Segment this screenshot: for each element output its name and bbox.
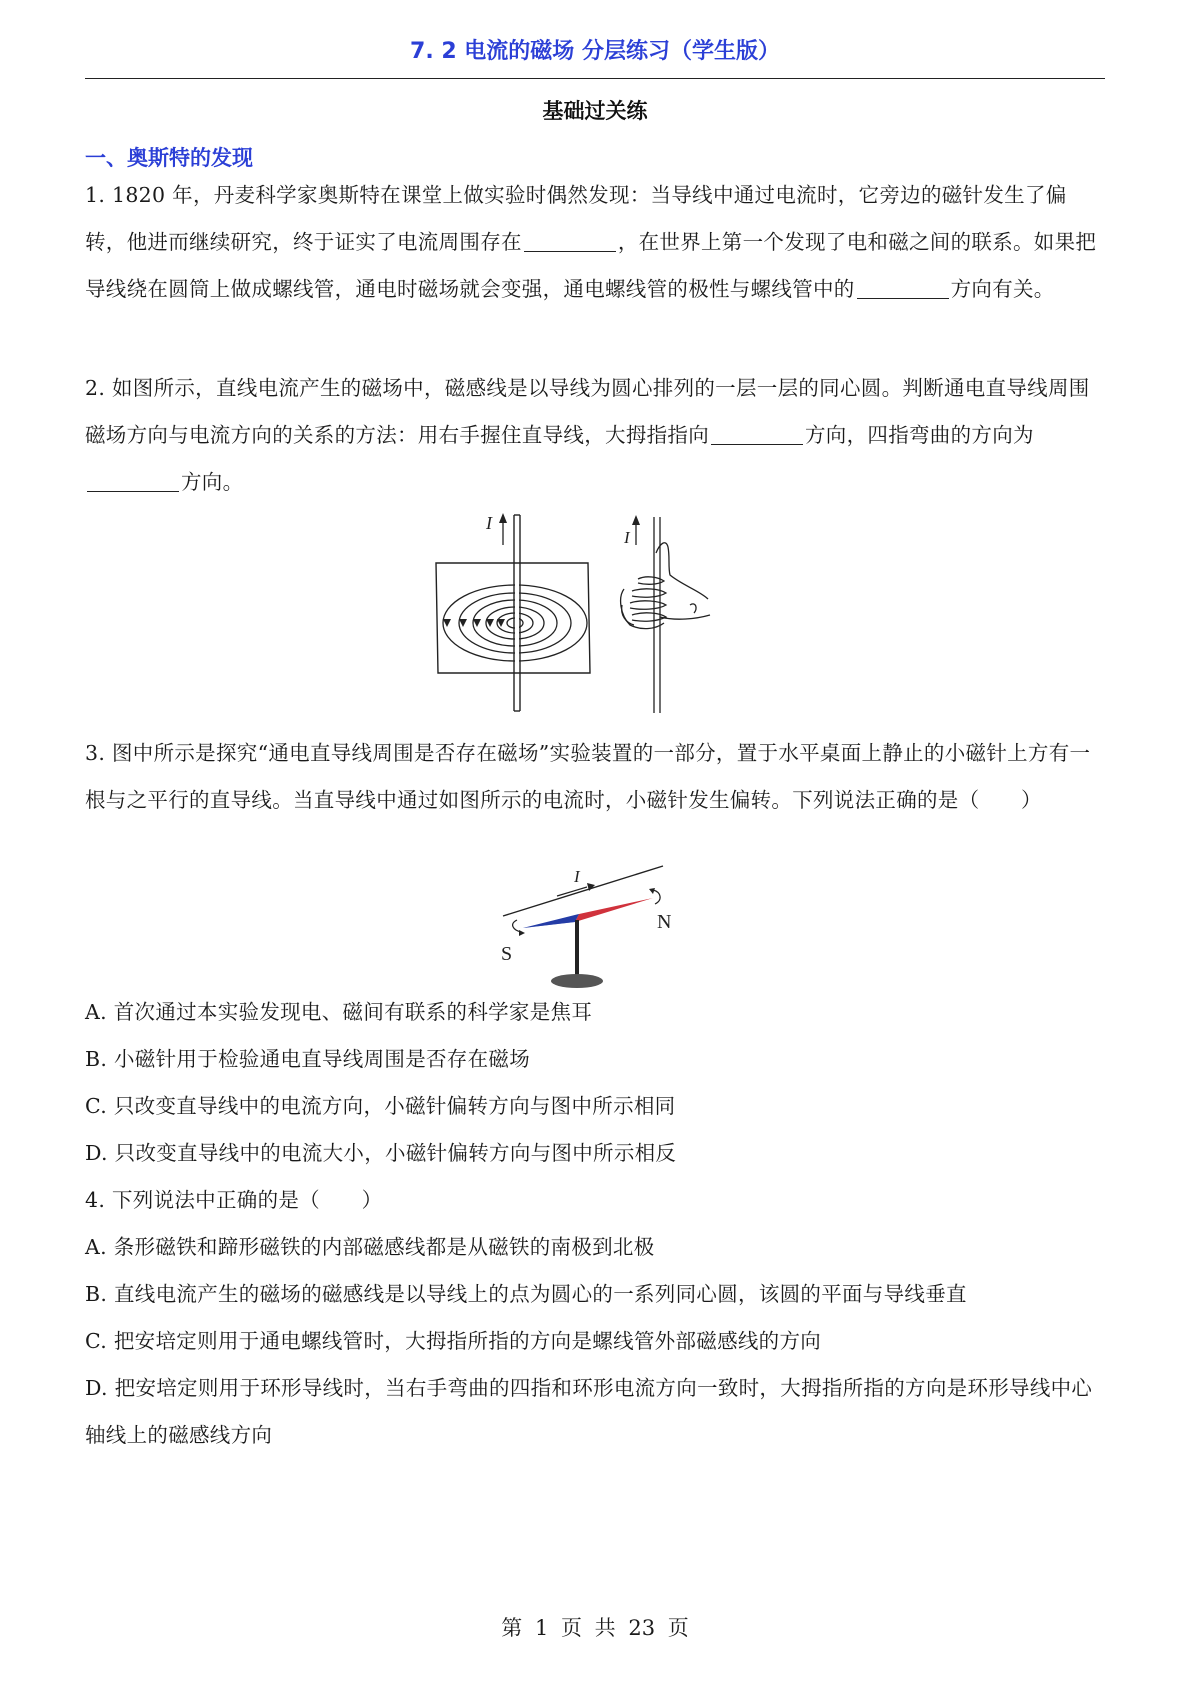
compass-needle-figure — [495, 860, 715, 990]
north-label: N — [657, 911, 672, 933]
question-2-text-b: 方向，四指弯曲的方向为 — [805, 423, 1034, 447]
right-hand-icon — [621, 517, 710, 713]
question-4-option-a[interactable]: A. 条形磁铁和蹄形磁铁的内部磁感线都是从磁铁的南极到北极 — [85, 1235, 655, 1259]
question-3 — [85, 730, 1107, 824]
question-4-stem: 4. 下列说法中正确的是（ ） — [85, 1188, 383, 1212]
section-heading: 基础过关练 — [542, 99, 648, 123]
document-title: 7. 2 电流的磁场 分层练习（学生版） — [410, 39, 780, 64]
question-2 — [85, 365, 1107, 506]
question-3-option-a[interactable]: A. 首次通过本实验发现电、磁间有联系的科学家是焦耳 — [85, 1000, 593, 1024]
question-1-text-a: 1. 1820 年，丹麦科学家奥斯特在课堂上做实验时偶然发现：当导线中通过电流时，它旁边的磁针发生了偏转，他进而继续研究，终于证实了电流周围存在 — [85, 183, 1067, 254]
magnetic-field-figure — [420, 505, 760, 720]
answer-blank[interactable] — [87, 469, 179, 492]
answer-blank[interactable] — [711, 422, 803, 445]
question-1-text-b: ，在世界上第一个发现了电和磁之间的联系。如果把导线绕在圆筒上做成螺线管，通电时磁场就会变强，通电螺线管的极性与螺线管中的 — [85, 230, 1097, 301]
question-3-stem: 3. 图中所示是探究“通电直导线周围是否存在磁场”实验装置的一部分，置于水平桌面上静止的小磁针上方有一根与之平行的直导线。当直导线中通过如图所示的电流时，小磁针发生偏转。下列说法正确的是（ ） — [85, 741, 1091, 812]
question-2-text-a: 2. 如图所示，直线电流产生的磁场中，磁感线是以导线为圆心排列的一层一层的同心圆。判断通电直导线周围磁场方向与电流方向的关系的方法：用右手握住直导线，大拇指指向 — [85, 376, 1090, 447]
question-1 — [85, 172, 1107, 313]
south-label: S — [501, 943, 513, 965]
question-3-option-b[interactable]: B. 小磁针用于检验通电直导线周围是否存在磁场 — [85, 1047, 530, 1071]
subsection-heading: 一、奥斯特的发现 — [85, 146, 253, 170]
page-number: 第 1 页 共 23 页 — [501, 1616, 689, 1640]
header-rule — [85, 78, 1105, 79]
question-4-option-c[interactable]: C. 把安培定则用于通电螺线管时，大拇指所指的方向是螺线管外部磁感线的方向 — [85, 1329, 822, 1353]
question-2-text-c: 方向。 — [181, 470, 244, 494]
question-1-text-c: 方向有关。 — [950, 277, 1055, 301]
answer-blank[interactable] — [857, 276, 949, 299]
answer-blank[interactable] — [524, 229, 616, 252]
current-label-hand: I — [624, 528, 630, 547]
current-label: I — [486, 513, 492, 533]
current-label: I — [574, 867, 580, 886]
question-3-option-c[interactable]: C. 只改变直导线中的电流方向，小磁针偏转方向与图中所示相同 — [85, 1094, 676, 1118]
question-3-option-d[interactable]: D. 只改变直导线中的电流大小，小磁针偏转方向与图中所示相反 — [85, 1141, 677, 1165]
question-4-option-d[interactable]: D. 把安培定则用于环形导线时，当右手弯曲的四指和环形电流方向一致时，大拇指所指的方向是环形导线中心轴线上的磁感线方向 — [85, 1376, 1093, 1447]
question-4-option-b[interactable]: B. 直线电流产生的磁场的磁感线是以导线上的点为圆心的一系列同心圆，该圆的平面与导线垂直 — [85, 1282, 967, 1306]
